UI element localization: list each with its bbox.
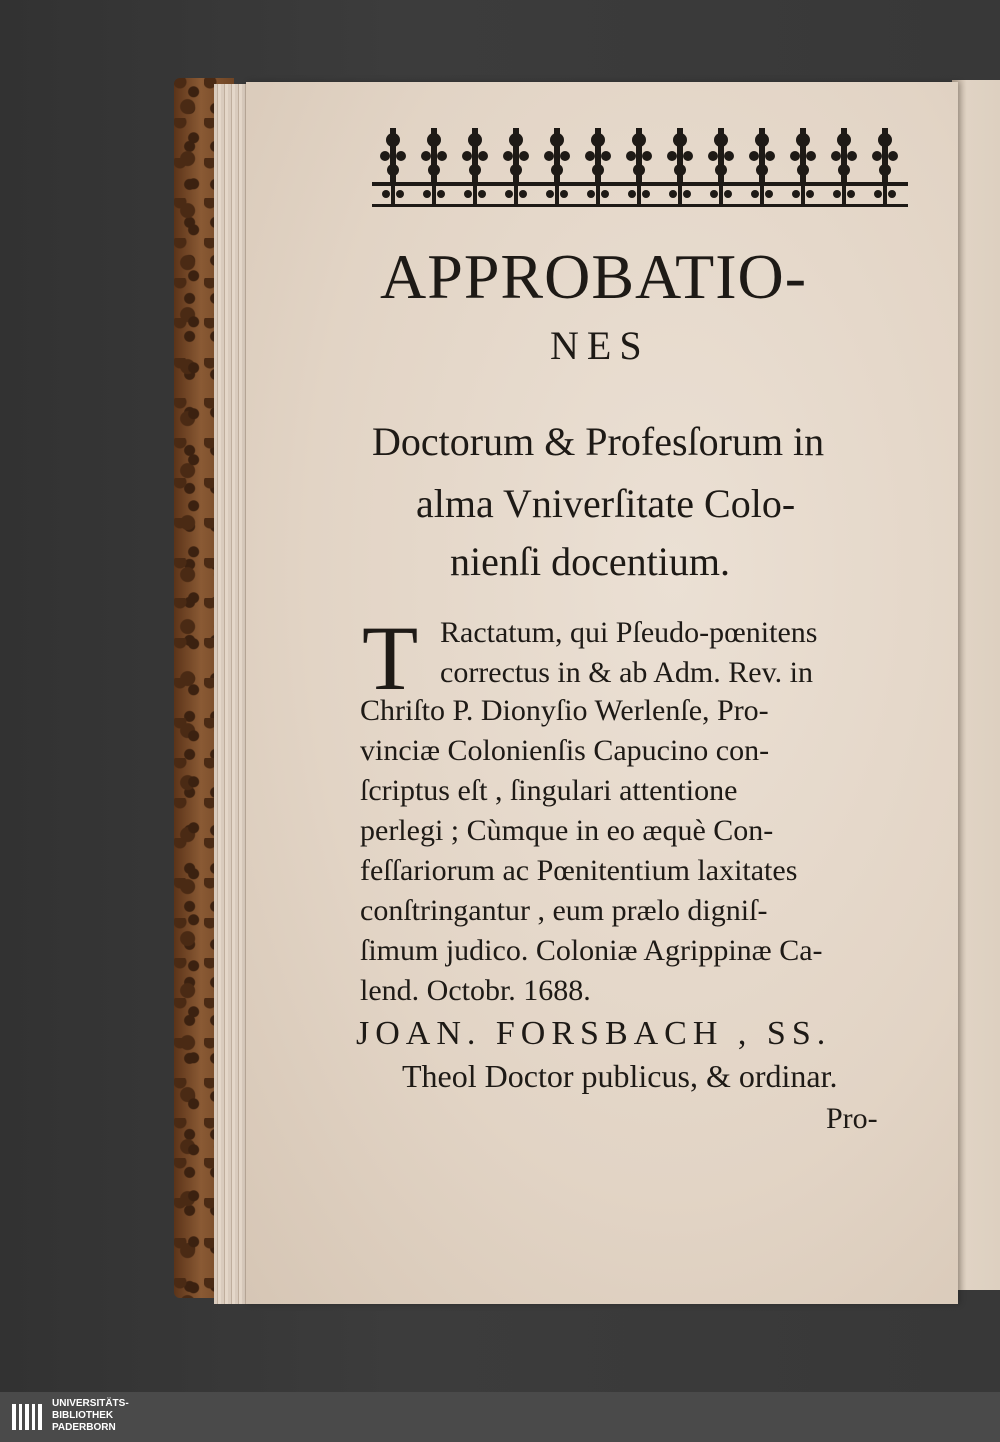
body-line-10: lend. Octobr. 1688.: [360, 974, 591, 1007]
fleuron-unit: [380, 128, 406, 204]
logo-text-line-1: UNIVERSITÄTS-: [52, 1398, 129, 1409]
fleuron-unit: [831, 128, 857, 204]
fleuron-unit: [626, 128, 652, 204]
title-line-1: APPROBATIO-: [380, 241, 808, 312]
catchword: Pro-: [826, 1102, 878, 1135]
fleuron-unit: [749, 128, 775, 204]
footer-bar: [0, 1392, 1000, 1442]
title-line-2: NES: [550, 323, 650, 368]
subtitle-line-3: nienſi docentium.: [450, 539, 730, 584]
logo-text-line-3: PADERBORN: [52, 1422, 116, 1433]
body-line-9: ſimum judico. Coloniæ Agrippinæ Ca-: [360, 934, 823, 967]
fleuron-unit: [462, 128, 488, 204]
body-line-4: vinciæ Colonienſis Capucino con-: [360, 734, 770, 767]
subtitle-line-1: Doctorum & Profesſorum in: [372, 419, 825, 464]
logo-text-line-2: BIBLIOTHEK: [52, 1410, 114, 1421]
body-line-5: ſcriptus eſt , ſingulari attentione: [360, 774, 738, 807]
library-logo-icon: [10, 1400, 44, 1434]
fleuron-unit: [872, 128, 898, 204]
fleuron-unit: [667, 128, 693, 204]
body-line-2: correctus in & ab Adm. Rev. in: [440, 656, 813, 689]
library-logo-text: [52, 1398, 129, 1434]
signature-title: Theol Doctor publicus, & ordinar.: [402, 1058, 838, 1094]
fleuron-ornament-band: [372, 126, 908, 214]
subtitle-line-2: alma Vniverſitate Colo-: [416, 481, 796, 526]
fleuron-unit: [790, 128, 816, 204]
body-line-6: perlegi ; Cùmque in eo æquè Con-: [360, 814, 774, 847]
facing-page-edge: [952, 80, 1000, 1290]
body-line-1: Ractatum, qui Pſeudo-pœnitens: [440, 616, 818, 649]
fleuron-unit: [708, 128, 734, 204]
drop-cap: T: [362, 607, 419, 709]
body-line-8: conſtringantur , eum prælo digniſ-: [360, 894, 768, 927]
fleuron-unit: [503, 128, 529, 204]
body-line-3: Chriſto P. Dionyſio Werlenſe, Pro-: [360, 694, 769, 727]
fleuron-unit: [544, 128, 570, 204]
body-line-7: feſſariorum ac Pœnitentium laxitates: [360, 854, 798, 887]
fleuron-unit: [585, 128, 611, 204]
fleuron-unit: [421, 128, 447, 204]
signature-name: JOAN. FORSBACH , SS.: [356, 1015, 832, 1052]
